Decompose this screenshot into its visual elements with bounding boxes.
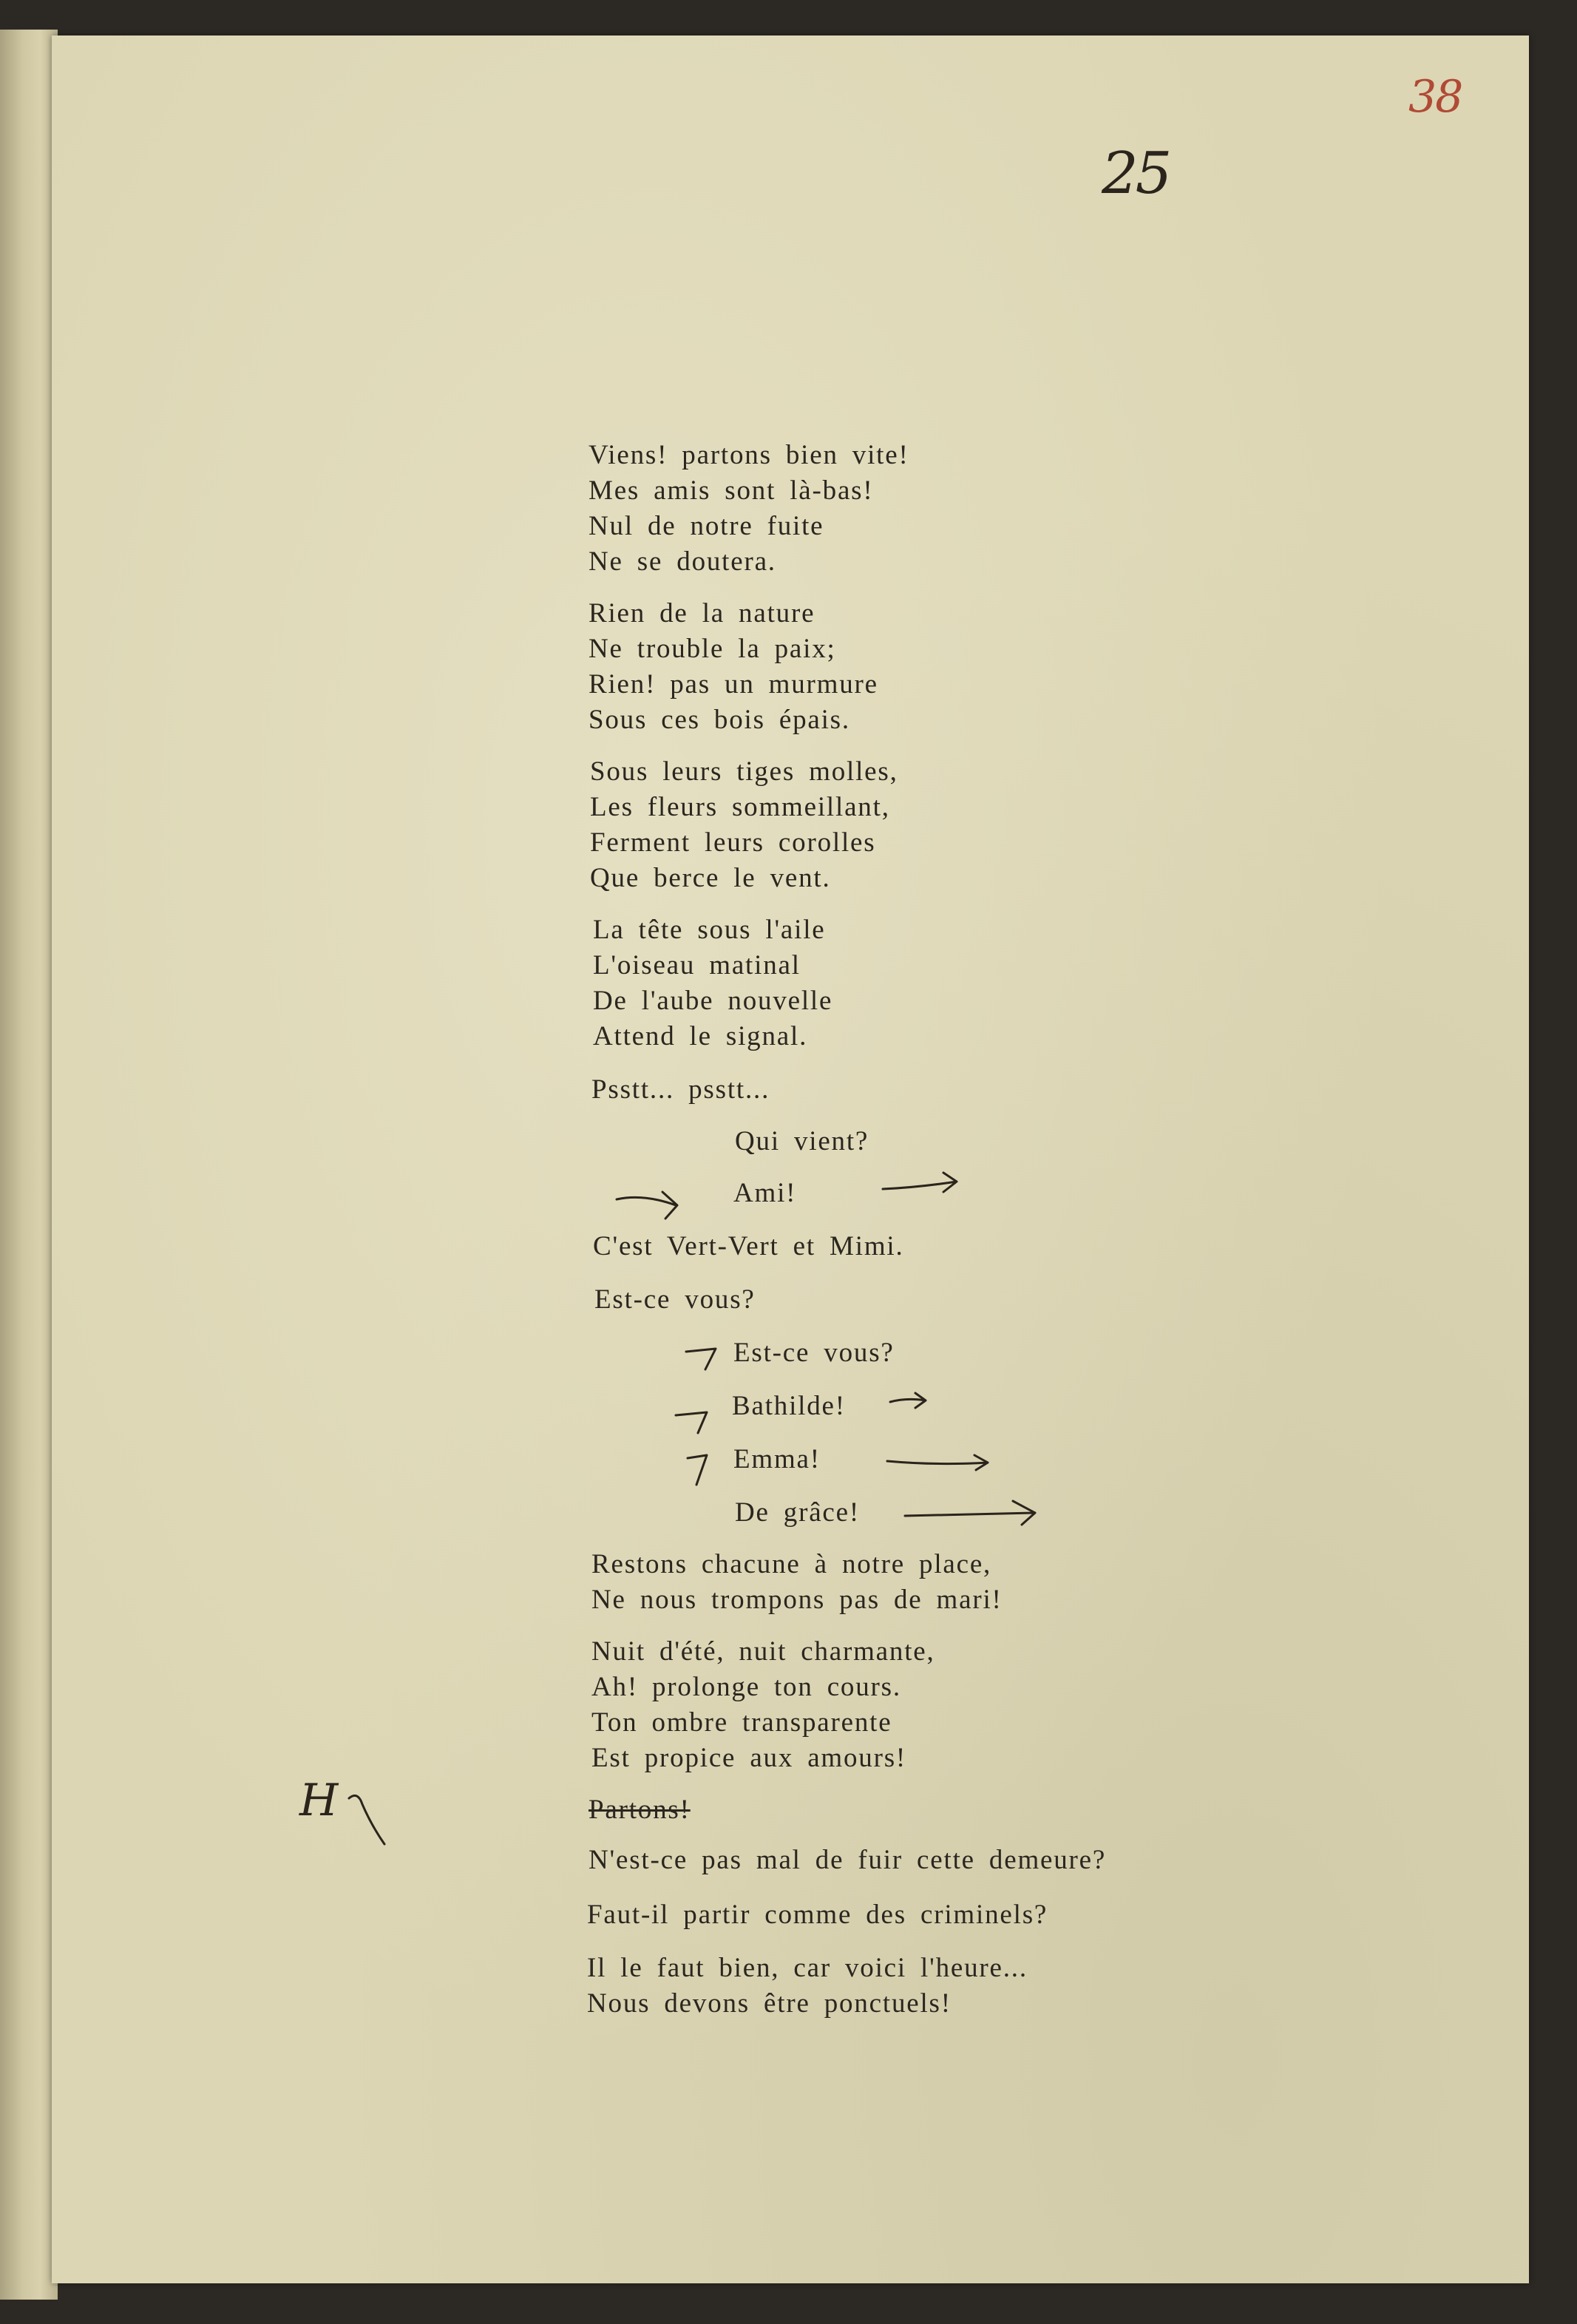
poem-line: Emma! [733,1444,821,1474]
poem-line: Ne nous trompons pas de mari! [591,1585,1003,1615]
poem-line: Ami! [733,1178,797,1208]
poem-line: Restons chacune à notre place, [591,1549,992,1579]
poem-line: Est propice aux amours! [591,1743,907,1773]
margin-note: H [299,1775,339,1826]
right-arrow-de-grace [902,1497,1042,1526]
poem-line: Qui vient? [735,1126,869,1156]
left-arrow-emma [685,1452,714,1489]
poem-line: Nuit d'été, nuit charmante, [591,1636,935,1667]
poem-line: Sous ces bois épais. [589,705,850,735]
poem-line: C'est Vert-Vert et Mimi. [593,1231,904,1261]
poem-line: Nous devons être ponctuels! [587,1988,952,2019]
right-arrow-bathilde [887,1390,932,1412]
poem-line: Il le faut bien, car voici l'heure... [587,1953,1028,1983]
handwritten-page-number: 25 [1102,140,1170,207]
margin-tick-mark [347,1789,392,1849]
right-arrow-emma [884,1451,995,1473]
poem-line: L'oiseau matinal [593,950,801,980]
left-arrow-ami [614,1186,688,1223]
poem-line: Attend le signal. [593,1021,808,1051]
poem-line: Nul de notre fuite [589,511,824,541]
poem-line: Est-ce vous? [594,1284,756,1315]
poem-line: Les fleurs sommeillant, [590,792,890,822]
poem-line: La tête sous l'aile [593,915,826,945]
poem-line: Bathilde! [732,1391,846,1421]
poem-line: De grâce! [735,1497,861,1528]
poem-line: Rien de la nature [589,598,815,629]
poem-line: Ton ombre transparente [591,1707,892,1738]
left-arrow-est-ce-vous [683,1343,728,1372]
poem-line: Est-ce vous? [733,1338,895,1368]
poem-line: N'est-ce pas mal de fuir cette demeure? [589,1845,1107,1875]
poem-line: Sous leurs tiges molles, [590,756,898,787]
poem-line: Rien! pas un murmure [589,669,878,699]
book-spine-edge [0,30,58,2300]
folio-number: 38 [1408,71,1462,123]
paper-page [52,35,1529,2283]
poem-line: Ne trouble la paix; [589,634,836,664]
poem-line: Mes amis sont là-bas! [589,475,874,506]
poem-line: Que berce le vent. [590,863,831,893]
poem-line: Ah! prolonge ton cours. [591,1672,901,1702]
poem-line: Faut-il partir comme des criminels? [587,1900,1048,1930]
left-arrow-bathilde [673,1405,717,1434]
poem-line: Psstt... psstt... [591,1074,770,1105]
struck-out-line: Partons! [589,1795,691,1825]
poem-line: Ferment leurs corolles [590,827,876,858]
poem-line: De l'aube nouvelle [593,986,833,1016]
poem-line: Viens! partons bien vite! [589,440,909,470]
poem-line: Ne se doutera. [589,546,776,577]
right-arrow-ami [880,1171,961,1201]
